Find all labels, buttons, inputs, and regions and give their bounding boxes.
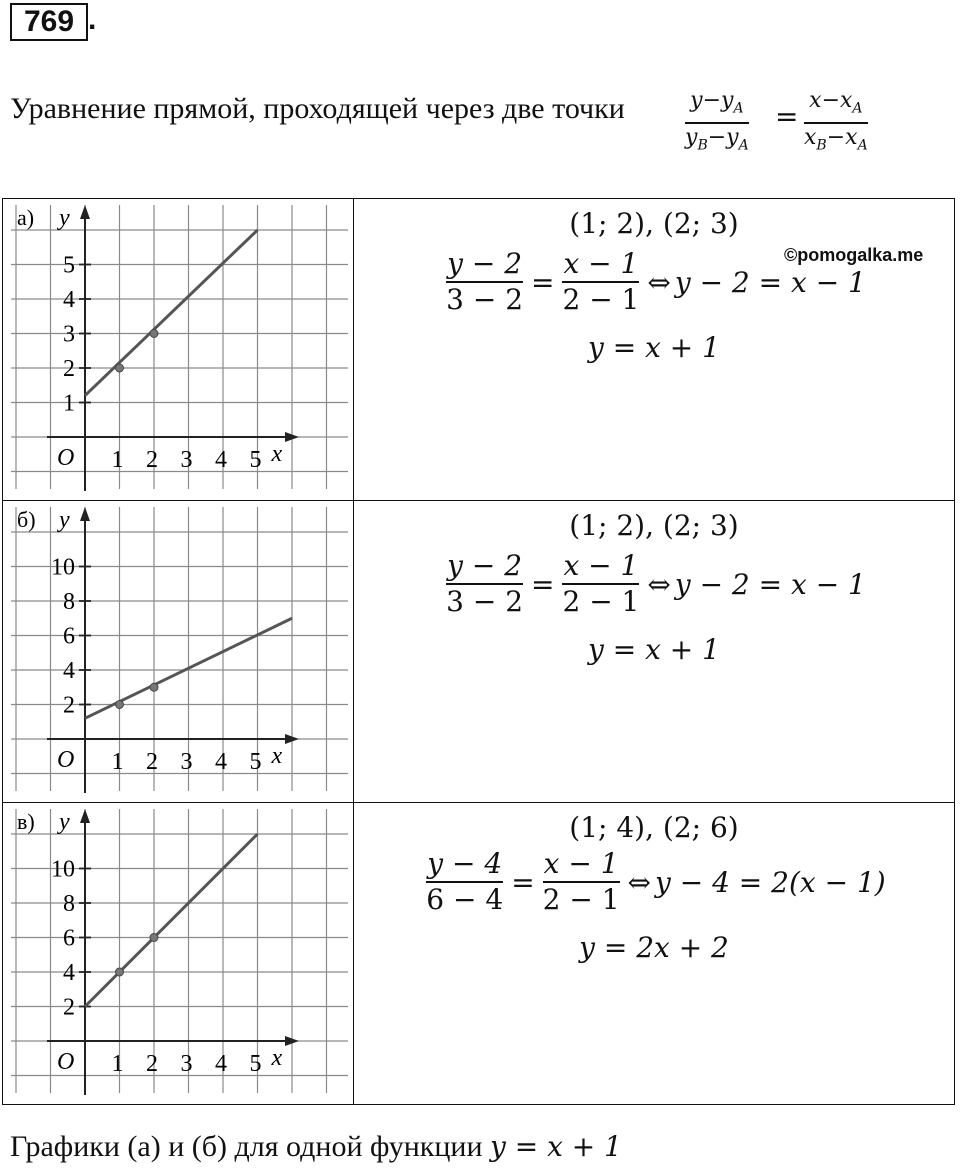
solution-cell <box>354 501 955 803</box>
y-tick-label: 10 <box>51 856 75 883</box>
solutions-table <box>2 198 955 1105</box>
rhs-b: y − 2 = x − 1 <box>674 567 866 601</box>
x-tick-label: 3 <box>180 447 193 473</box>
solution-row <box>3 501 955 803</box>
y-tick-label: 4 <box>63 960 75 986</box>
x-tick-label: 2 <box>146 1051 158 1077</box>
graph-point <box>116 701 124 709</box>
x-tick-label: 5 <box>249 1051 262 1077</box>
origin-label: O <box>57 445 75 471</box>
graph-point <box>150 683 158 691</box>
intro-fraction-left <box>685 88 749 159</box>
fraction-y-b <box>446 549 523 619</box>
y-tick-label: 3 <box>63 321 75 348</box>
fraction-y-a-den: 3 − 2 <box>446 283 524 316</box>
graph-label: в) <box>17 809 35 834</box>
x-axis-label: x <box>271 1045 283 1071</box>
y-tick-label: 8 <box>63 589 75 615</box>
footer-formula: y = x + 1 <box>490 1130 622 1163</box>
solution-row <box>3 803 955 1105</box>
x-axis-label: x <box>271 743 283 769</box>
intro-right-denominator-sub2: A <box>857 137 868 154</box>
y-tick-label: 4 <box>63 287 75 313</box>
x-tick-label: 3 <box>180 1051 193 1077</box>
fraction-x-c <box>543 847 620 917</box>
x-tick-label: 1 <box>111 1051 124 1077</box>
exercise-number-dot: . <box>88 3 97 36</box>
intro-left-numerator: y−y <box>690 88 734 113</box>
x-tick-label: 4 <box>215 1051 227 1077</box>
solution-cell <box>354 199 955 501</box>
solution-cell <box>354 803 955 1105</box>
y-tick-label: 4 <box>63 658 75 684</box>
intro-text: Уравнение прямой, проходящей через две точки <box>10 92 625 125</box>
graph-line <box>85 230 258 396</box>
watermark: ©pomogalka.me <box>784 245 924 265</box>
fraction-x-c-den: 2 − 1 <box>542 883 620 916</box>
x-axis-label: x <box>271 441 283 467</box>
origin-label: O <box>57 1049 75 1075</box>
rhs-a: y − 2 = x − 1 <box>674 265 866 299</box>
points-a: (1; 2), (2; 3) <box>569 207 739 240</box>
equation-a: y − 2 3 − 2 = x − 1 2 − 1 ⇔ y − 2 = x − 1 <box>446 247 866 316</box>
x-tick-label: 5 <box>249 447 262 473</box>
y-tick-label: 8 <box>63 891 75 917</box>
solution-row <box>3 199 955 501</box>
intro-left-denominator-sub1: B <box>697 137 708 154</box>
y-tick-label: 6 <box>63 925 75 952</box>
x-tick-label: 4 <box>215 447 227 473</box>
y-tick-label: 10 <box>51 554 75 581</box>
x-tick-label: 5 <box>249 749 262 775</box>
equation-b: y − 2 3 − 2 = x − 1 2 − 1 ⇔ y − 2 = x − 1 <box>446 549 866 618</box>
fraction-x-b <box>562 549 639 619</box>
fraction-x-b-den: 2 − 1 <box>562 585 640 618</box>
graph-a <box>3 199 353 495</box>
fraction-y-b-num: y − 2 <box>447 549 523 582</box>
y-axis-arrow <box>80 507 90 521</box>
graph-label: а) <box>17 205 35 230</box>
origin-label: O <box>57 747 75 773</box>
equivalence-c: ⇔ <box>627 865 652 899</box>
result-a: y = x + 1 <box>588 331 720 364</box>
graph-point <box>150 330 158 338</box>
intro-left-denominator-a: y <box>685 125 698 151</box>
fraction-x-b-num: x − 1 <box>563 549 639 582</box>
equivalence-a: ⇔ <box>647 265 671 299</box>
y-tick-label: 1 <box>63 390 75 417</box>
y-tick-label: 5 <box>63 252 75 279</box>
fraction-y-c <box>426 847 503 917</box>
equation-c: y − 4 6 − 4 = x − 1 2 − 1 ⇔ y − 4 = 2(x − 1) <box>426 847 886 916</box>
result-c: y = 2x + 2 <box>579 931 729 964</box>
intro-right-numerator-sub: A <box>852 100 863 117</box>
graph-point <box>150 934 158 942</box>
x-tick-label: 3 <box>180 749 193 775</box>
intro-left-denominator-b: −y <box>707 125 739 151</box>
y-axis-label: y <box>59 809 70 835</box>
intro-right-numerator: x−x <box>809 88 853 113</box>
y-axis-arrow <box>80 809 90 823</box>
graph-point <box>116 968 124 976</box>
y-axis-arrow <box>80 205 90 219</box>
intro-left-numerator-sub: A <box>733 100 744 117</box>
fraction-x-a <box>562 247 639 317</box>
fraction-y-c-den: 6 − 4 <box>426 883 504 916</box>
y-tick-label: 6 <box>63 623 75 650</box>
y-axis-label: y <box>59 205 70 231</box>
graph-cell <box>3 803 354 1105</box>
fraction-x-a-num: x − 1 <box>563 247 639 280</box>
exercise-number: 769 <box>10 3 88 41</box>
points-c: (1; 4), (2; 6) <box>569 811 739 844</box>
graph-cell <box>3 501 354 803</box>
fraction-x-a-den: 2 − 1 <box>562 283 640 316</box>
x-tick-label: 1 <box>111 447 124 473</box>
intro-fraction-right <box>804 88 868 159</box>
fraction-y-a <box>446 247 523 317</box>
equivalence-b: ⇔ <box>647 567 671 601</box>
result-b: y = x + 1 <box>588 633 720 666</box>
graph-label: б) <box>17 507 36 532</box>
y-axis-label: y <box>59 507 70 533</box>
graph-c <box>3 803 353 1099</box>
points-b: (1; 2), (2; 3) <box>569 509 739 542</box>
footer <box>10 1130 622 1164</box>
graph-point <box>116 364 124 372</box>
fraction-y-b-den: 3 − 2 <box>446 585 524 618</box>
x-tick-label: 1 <box>111 749 124 775</box>
footer-text: Графики (а) и (б) для одной функции <box>10 1130 483 1163</box>
fraction-x-c-num: x − 1 <box>543 847 619 880</box>
intro-right-denominator-sub1: B <box>816 137 827 154</box>
fraction-y-a-num: y − 2 <box>447 247 523 280</box>
graph-cell <box>3 199 354 501</box>
intro-right-denominator-a: x <box>804 125 817 151</box>
y-tick-label: 2 <box>63 692 75 719</box>
intro-left-denominator-sub2: A <box>738 137 749 154</box>
intro-equals: = <box>775 100 799 133</box>
x-tick-label: 2 <box>146 749 158 775</box>
intro-right-denominator-b: −x <box>826 125 858 151</box>
x-tick-label: 4 <box>215 749 227 775</box>
fraction-y-c-num: y − 4 <box>427 847 503 880</box>
y-tick-label: 2 <box>63 356 75 382</box>
graph-b <box>3 501 353 797</box>
y-tick-label: 2 <box>63 994 75 1021</box>
rhs-c: y − 4 = 2(x − 1) <box>655 865 886 899</box>
graph-line <box>85 834 258 1007</box>
x-tick-label: 2 <box>146 447 158 473</box>
